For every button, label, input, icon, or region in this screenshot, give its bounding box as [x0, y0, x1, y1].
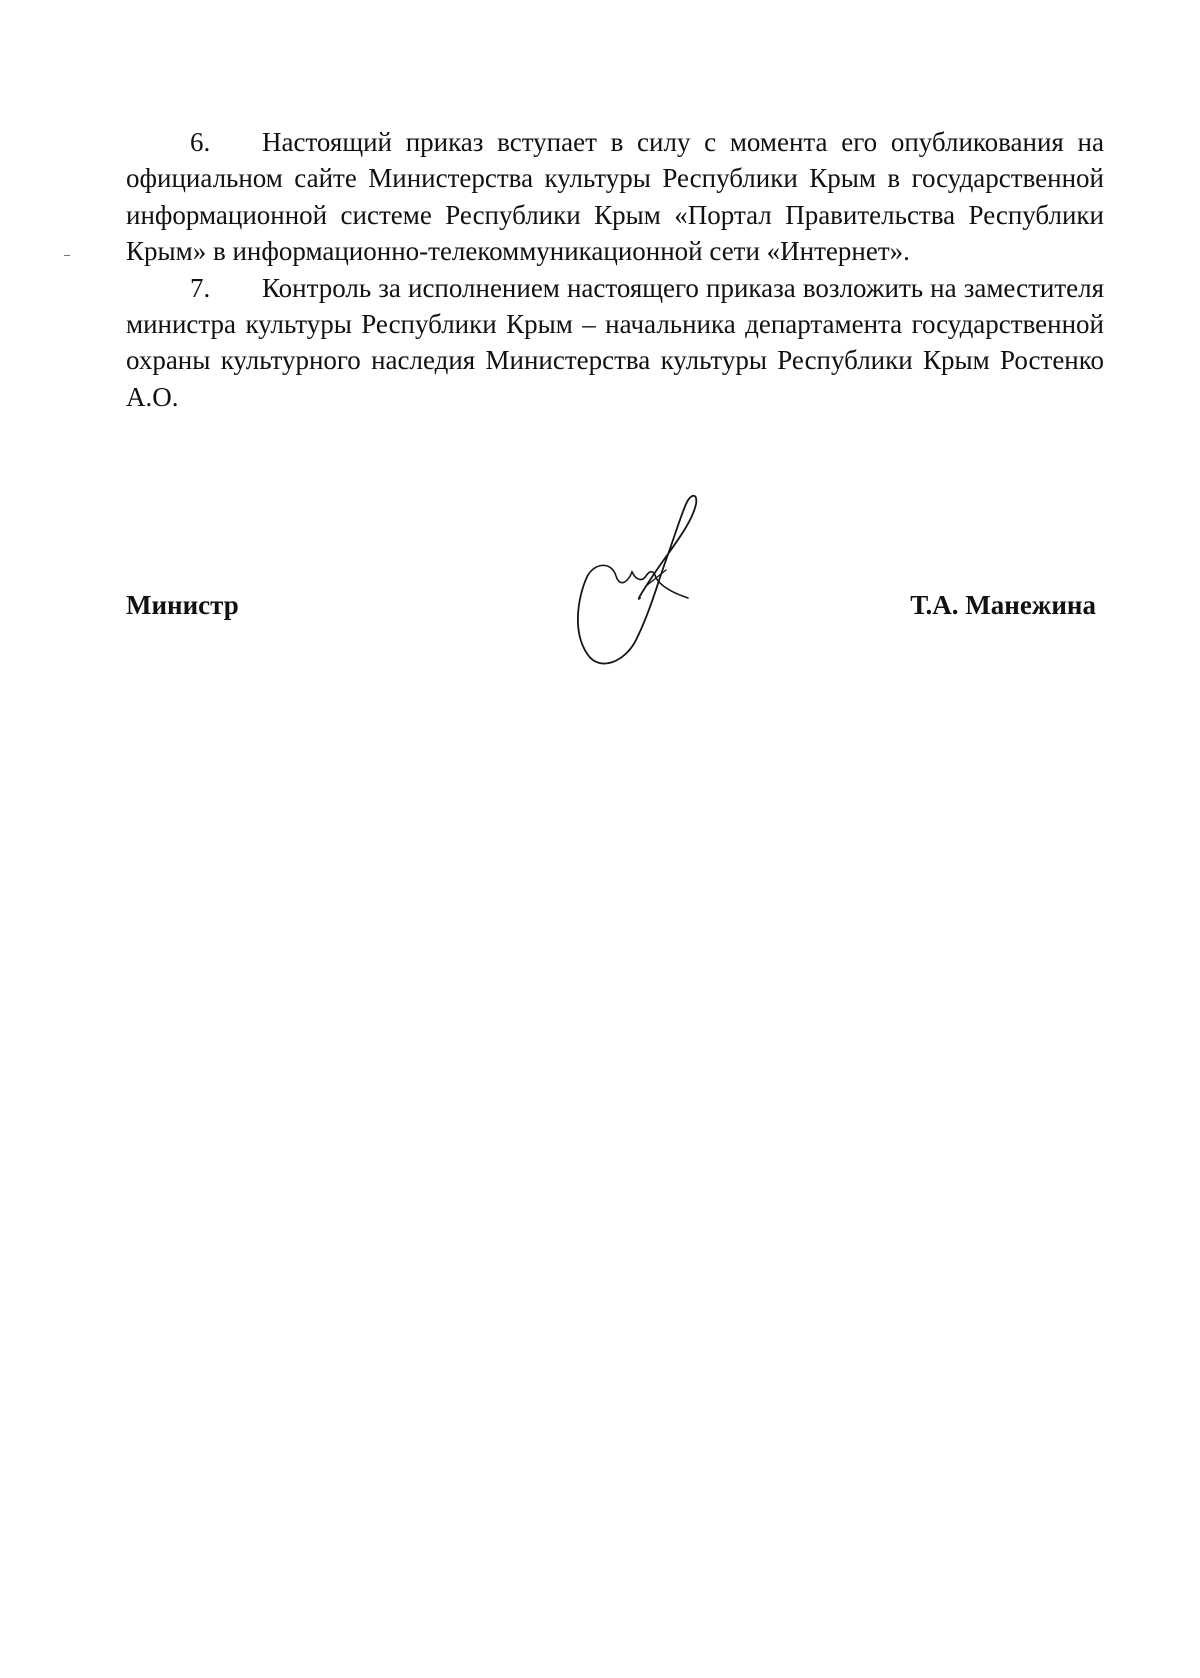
handwritten-signature — [570, 490, 730, 690]
signer-title: Министр — [126, 590, 239, 620]
paragraph-6 — [126, 124, 1104, 270]
margin-mark — [64, 255, 70, 256]
paragraph-7 — [126, 270, 1104, 416]
paragraph-number: 6. — [190, 127, 211, 157]
document-body — [126, 124, 1104, 415]
paragraph-text: Контроль за исполнением настоящего приказа возложить на заместителя министра культуры Республики Крым – начальника департамента государственной охраны культурного наследия Министерства культуры Республики Крым Ростенко А.О. — [126, 272, 1104, 412]
paragraph-number: 7. — [190, 272, 211, 303]
paragraph-text: Настоящий приказ вступает в силу с момента его опубликования на официальном сайте Министерства культуры Республики Крым в государственной информационной системе Республики Крым «Портал Правительства Республики Крым» в информационно-телекоммуникационной сети «Интернет». — [126, 127, 1104, 267]
signer-name: Т.А. Манежина — [910, 590, 1096, 620]
